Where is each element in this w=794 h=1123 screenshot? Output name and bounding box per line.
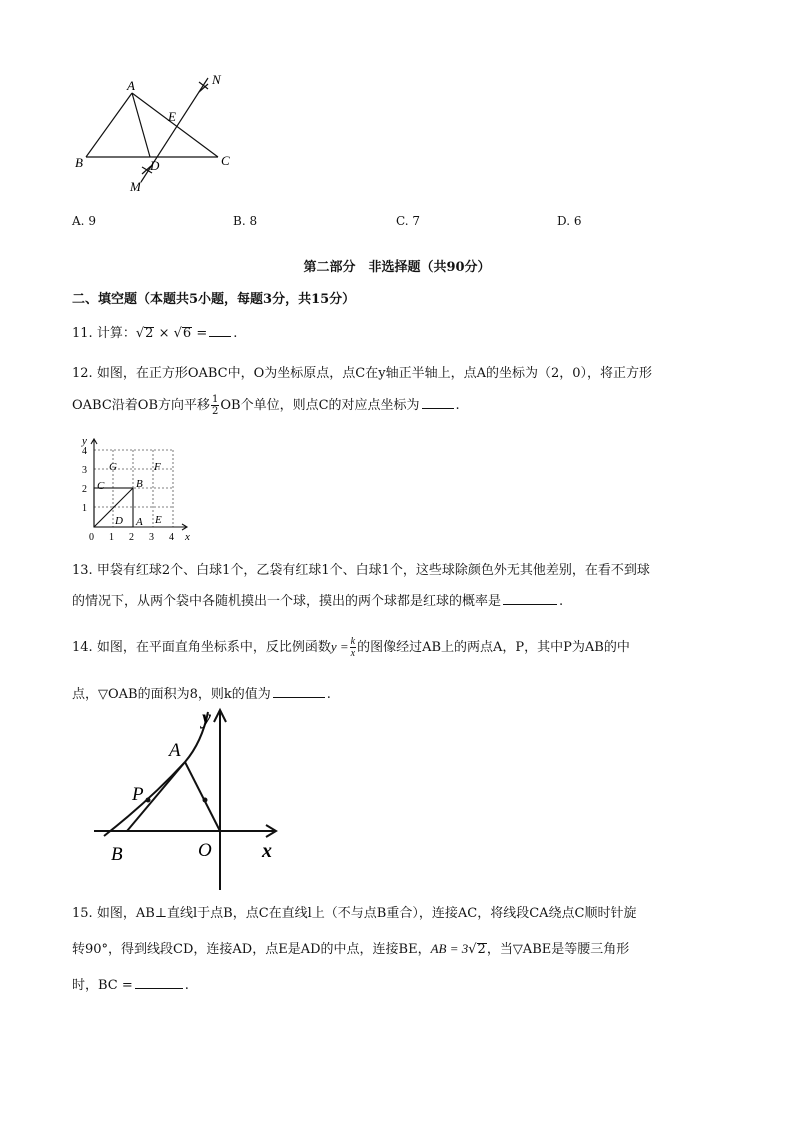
question-15-line1: 15. 如图，AB⊥直线l于点B，点C在直线l上（不与点B重合），连接AC，将线段CA绕点C顺时针旋 [72,906,637,921]
question-13-line1: 13. 甲袋有红球2个、白球1个，乙袋有红球1个、白球1个，这些球除颜色外无其他差别，在看不到球 [72,563,650,578]
ytick-2: 2 [82,484,87,495]
triangle-figure-q10 [70,70,250,200]
point-B: B [136,478,143,490]
grid-figure-q12 [74,432,204,547]
y-axis-label: y [82,435,87,447]
xtick-1: 1 [109,532,114,543]
label-B: B [75,155,83,170]
label-M: M [130,179,141,194]
question-13-line2: 的情况下，从两个袋中各随机摸出一个球，摸出的两个球都是红球的概率是 . [72,594,564,609]
xtick-3: 3 [149,532,154,543]
question-11: 11. 计算：√2 × √6 = . [72,326,238,341]
answer-blank-14[interactable] [273,685,325,698]
label-E: E [168,109,176,124]
label-A: A [127,78,135,93]
x-axis-label: x [185,531,190,543]
xtick-4: 4 [169,532,174,543]
question-12-line1: 12. 如图，在正方形OABC中，O为坐标原点，点C在y轴正半轴上，点A的坐标为（2，0），将正方形 [72,366,652,381]
point-A: A [136,516,143,528]
option-d: D. 6 [557,214,582,228]
ytick-3: 3 [82,465,87,476]
point-G: G [109,461,117,473]
point-D: D [115,515,123,527]
hyperbola-figure-q14 [90,700,290,895]
point-A: A [169,740,181,761]
option-b: B. 8 [233,214,258,228]
answer-blank-13[interactable] [503,592,557,605]
ytick-4: 4 [82,446,87,457]
point-P: P [132,784,144,805]
fraction-k-over-x: $\frac{k}{x}$ [350,636,356,659]
label-C: C [221,153,230,168]
part-title: 第二部分 非选择题（共90分） [303,260,491,275]
answer-blank-12[interactable] [422,396,454,409]
question-15-line3: 时，BC = . [72,978,189,993]
option-a: A. 9 [72,214,96,228]
point-E: E [155,514,162,526]
point-F: F [154,461,161,473]
point-O: O [198,840,212,861]
question-15-line2: 转90°，得到线段CD，连接AD，点E是AD的中点，连接BE，AB = 3√2，当▽ABE是等腰三角形 [72,941,630,957]
point-B: B [111,844,123,865]
option-c: C. 7 [396,214,421,228]
ytick-1: 1 [82,503,87,514]
label-N: N [212,72,221,87]
section-title: 二、填空题（本题共5小题，每题3分，共15分） [72,292,356,307]
x-axis-label: x [262,840,272,862]
xtick-0: 0 [89,532,94,543]
question-12-line2: OABC沿着OB方向平移 $\frac{1}{2}$ OB个单位，则点C的对应点坐标为 . [72,394,460,417]
xtick-2: 2 [129,532,134,543]
answer-blank-15[interactable] [135,976,183,989]
question-14-line1: 14. 如图，在平面直角坐标系中，反比例函数y = $\frac{k}{x}$ 的图像经过AB上的两点A，P，其中P为AB的中 [72,636,630,659]
fraction-half: $\frac{1}{2}$ [212,394,219,417]
y-axis-label: y [202,707,211,729]
question-14-line2: 点，▽OAB的面积为8，则k的值为 . [72,687,331,702]
label-D: D [150,158,160,173]
answer-blank-11[interactable] [209,324,231,337]
point-C: C [97,480,105,492]
